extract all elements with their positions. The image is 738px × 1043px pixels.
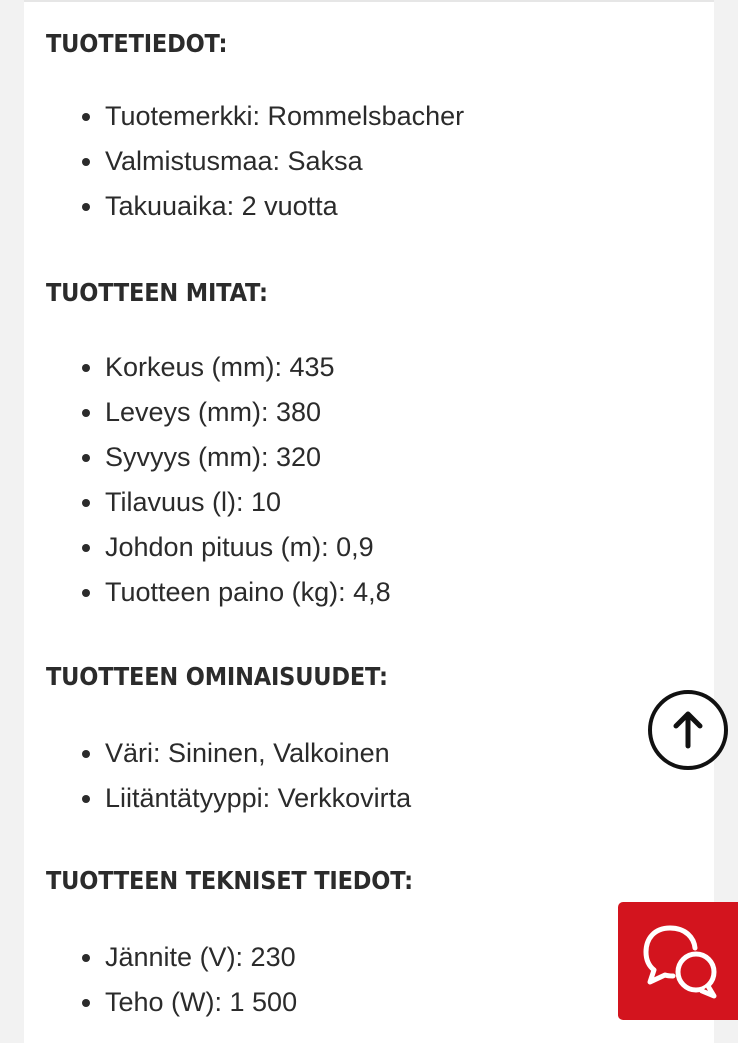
chat-bubbles-icon xyxy=(618,902,738,1020)
section-title: TUOTTEEN OMINAISUUDET: xyxy=(46,662,388,691)
list-item xyxy=(46,435,686,480)
section-dimensions xyxy=(46,278,686,615)
bullet-icon xyxy=(82,113,90,121)
section-title: TUOTETIEDOT: xyxy=(46,29,228,58)
section-title: TUOTTEEN TEKNISET TIEDOT: xyxy=(46,866,413,895)
scroll-to-top-button[interactable] xyxy=(648,690,728,770)
list-item xyxy=(46,731,686,776)
list-item xyxy=(46,480,686,525)
bullet-icon xyxy=(82,589,90,597)
spec-text: Syvyys (mm): 320 xyxy=(105,442,322,472)
list-item xyxy=(46,980,686,1025)
list-item xyxy=(46,390,686,435)
list-item xyxy=(46,345,686,390)
bullet-icon xyxy=(82,454,90,462)
arrow-up-icon xyxy=(652,694,724,766)
list-item xyxy=(46,570,686,615)
spec-list xyxy=(46,935,686,1025)
spec-text: Takuuaika: 2 vuotta xyxy=(105,191,338,221)
spec-text: Korkeus (mm): 435 xyxy=(105,352,335,382)
spec-text: Johdon pituus (m): 0,9 xyxy=(105,532,374,562)
spec-text: Tuotemerkki: Rommelsbacher xyxy=(105,101,465,131)
spec-list xyxy=(46,345,686,615)
spec-text: Tuotteen paino (kg): 4,8 xyxy=(105,577,391,607)
bullet-icon xyxy=(82,954,90,962)
product-details-card xyxy=(24,0,714,1043)
bullet-icon xyxy=(82,750,90,758)
list-item xyxy=(46,139,686,184)
section-features xyxy=(46,662,686,821)
spec-text: Liitäntätyyppi: Verkkovirta xyxy=(105,783,412,813)
spec-text: Valmistusmaa: Saksa xyxy=(105,146,363,176)
bullet-icon xyxy=(82,409,90,417)
bullet-icon xyxy=(82,544,90,552)
bullet-icon xyxy=(82,203,90,211)
section-product-info xyxy=(46,29,686,229)
bullet-icon xyxy=(82,158,90,166)
spec-text: Jännite (V): 230 xyxy=(105,942,296,972)
spec-text: Leveys (mm): 380 xyxy=(105,397,322,427)
bullet-icon xyxy=(82,999,90,1007)
spec-list xyxy=(46,94,686,229)
list-item xyxy=(46,935,686,980)
list-item xyxy=(46,94,686,139)
chat-button[interactable] xyxy=(618,902,738,1020)
list-item xyxy=(46,525,686,570)
list-item xyxy=(46,776,686,821)
spec-text: Väri: Sininen, Valkoinen xyxy=(105,738,390,768)
spec-list xyxy=(46,731,686,821)
list-item xyxy=(46,184,686,229)
bullet-icon xyxy=(82,364,90,372)
bullet-icon xyxy=(82,795,90,803)
spec-text: Teho (W): 1 500 xyxy=(105,987,298,1017)
section-technical xyxy=(46,866,686,1025)
section-title: TUOTTEEN MITAT: xyxy=(46,278,268,307)
spec-text: Tilavuus (l): 10 xyxy=(105,487,282,517)
bullet-icon xyxy=(82,499,90,507)
